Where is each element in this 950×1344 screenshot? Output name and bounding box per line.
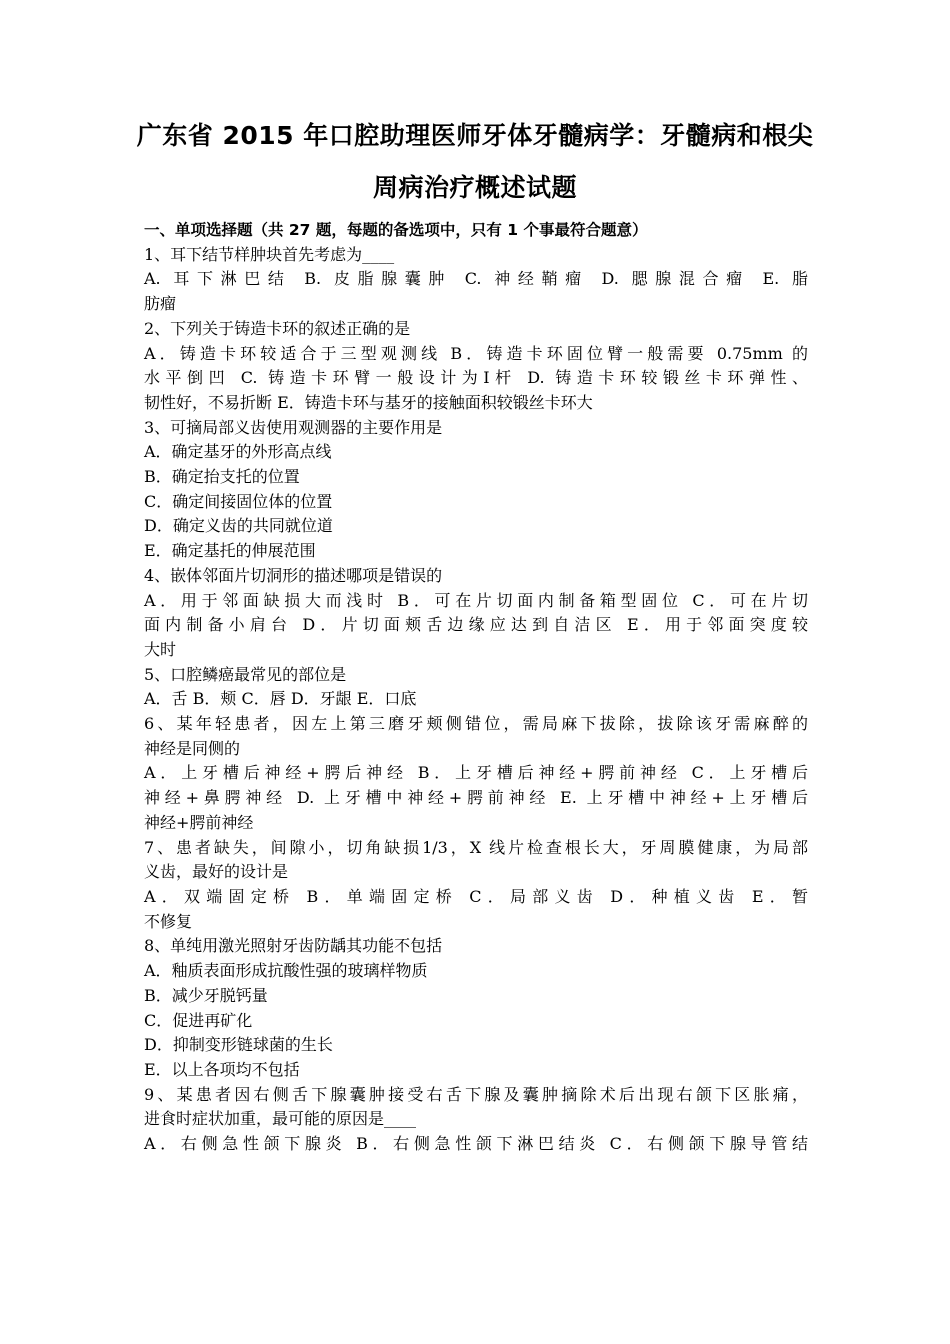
- question-stem: 进食时症状加重，最可能的原因是____: [144, 1109, 417, 1129]
- answer-options-line: A．铸造卡环较适合于三型观测线 B．铸造卡环固位臂一般需要 0.75mm 的: [144, 343, 808, 363]
- question-3: [144, 416, 808, 564]
- question-stem: 义齿，最好的设计是: [144, 862, 289, 882]
- answer-options-line: C．促进再矿化: [144, 1010, 253, 1030]
- question-6: [144, 712, 808, 836]
- question-9: [144, 1083, 808, 1157]
- answer-options-line: 韧性好，不易折断 E．铸造卡环与基牙的接触面积较锻丝卡环大: [144, 392, 593, 412]
- answer-options-line: A．右侧急性颌下腺炎 B．右侧急性颌下淋巴结炎 C．右侧颌下腺导管结: [144, 1134, 808, 1154]
- question-stem: 6、某年轻患者，因左上第三磨牙颊侧错位，需局麻下拔除，拔除该牙需麻醉的: [144, 714, 808, 734]
- question-2: [144, 317, 808, 416]
- answer-options-line: 大时: [144, 639, 177, 659]
- question-stem: 5、口腔鳞癌最常见的部位是: [144, 664, 347, 684]
- answer-options-line: D．抑制变形链球菌的生长: [144, 1035, 333, 1055]
- answer-options-line: 面内制备小肩台 D．片切面颊舌边缘应达到自洁区 E．用于邻面突度较: [144, 615, 808, 635]
- question-7: [144, 836, 808, 935]
- answer-options-line: A．釉质表面形成抗酸性强的玻璃样物质: [144, 961, 428, 981]
- question-stem: 4、嵌体邻面片切洞形的描述哪项是错误的: [144, 565, 443, 585]
- question-stem: 神经是同侧的: [144, 738, 241, 758]
- answer-options-line: 水平倒凹 C. 铸造卡环臂一般设计为Ⅰ杆 D. 铸造卡环较锻丝卡环弹性、: [144, 368, 808, 388]
- document-title-line-2: 周病治疗概述试题: [372, 173, 577, 202]
- answer-options-line: B．减少牙脱钙量: [144, 985, 268, 1005]
- question-stem: 8、单纯用激光照射牙齿防龋其功能不包括: [144, 936, 443, 956]
- document-body: [144, 218, 808, 1157]
- question-stem: 7、患者缺失，间隙小，切角缺损1/3，X 线片检查根长大，牙周膜健康，为局部: [144, 837, 808, 857]
- answer-options-line: A．舌 B．颊 C．唇 D．牙龈 E．口底: [144, 689, 417, 709]
- answer-options-line: A．用于邻面缺损大而浅时 B．可在片切面内制备箱型固位 C．可在片切: [144, 590, 808, 610]
- section-heading: 一、单项选择题（共 27 题，每题的备选项中，只有 1 个事最符合题意）: [144, 221, 648, 239]
- document-title-line-1: 广东省 2015 年口腔助理医师牙体牙髓病学：牙髓病和根尖: [136, 121, 814, 150]
- answer-options-line: 神经+鼻腭神经 D. 上牙槽中神经+腭前神经 E. 上牙槽中神经+上牙槽后: [144, 788, 808, 808]
- question-stem: 2、下列关于铸造卡环的叙述正确的是: [144, 318, 411, 338]
- answer-options-line: E．以上各项均不包括: [144, 1059, 300, 1079]
- answer-options-line: D．确定义齿的共同就位道: [144, 516, 333, 536]
- answer-options-line: A．上牙槽后神经+腭后神经 B．上牙槽后神经+腭前神经 C．上牙槽后: [144, 763, 808, 783]
- answer-options-line: 肪瘤: [144, 294, 177, 314]
- question-stem: 9、某患者因右侧舌下腺囊肿接受右舌下腺及囊肿摘除术后出现右颌下区胀痛，: [144, 1084, 808, 1104]
- answer-options-line: 神经+腭前神经: [144, 812, 254, 832]
- question-5: [144, 663, 808, 712]
- question-8: [144, 934, 808, 1082]
- question-1: [144, 243, 808, 317]
- answer-options-line: B．确定抬支托的位置: [144, 467, 300, 487]
- question-stem: 1、耳下结节样肿块首先考虑为____: [144, 244, 395, 264]
- answer-options-line: A. 耳下淋巴结 B. 皮脂腺囊肿 C. 神经鞘瘤 D. 腮腺混合瘤 E. 脂: [144, 269, 808, 289]
- answer-options-line: A．双端固定桥 B．单端固定桥 C．局部义齿 D．种植义齿 E．暂: [144, 886, 808, 906]
- answer-options-line: A．确定基牙的外形高点线: [144, 442, 332, 462]
- question-stem: 3、可摘局部义齿使用观测器的主要作用是: [144, 417, 443, 437]
- question-4: [144, 564, 808, 663]
- answer-options-line: C．确定间接固位体的位置: [144, 491, 333, 511]
- question-list: [144, 243, 808, 1157]
- answer-options-line: E．确定基托的伸展范围: [144, 541, 316, 561]
- answer-options-line: 不修复: [144, 911, 193, 931]
